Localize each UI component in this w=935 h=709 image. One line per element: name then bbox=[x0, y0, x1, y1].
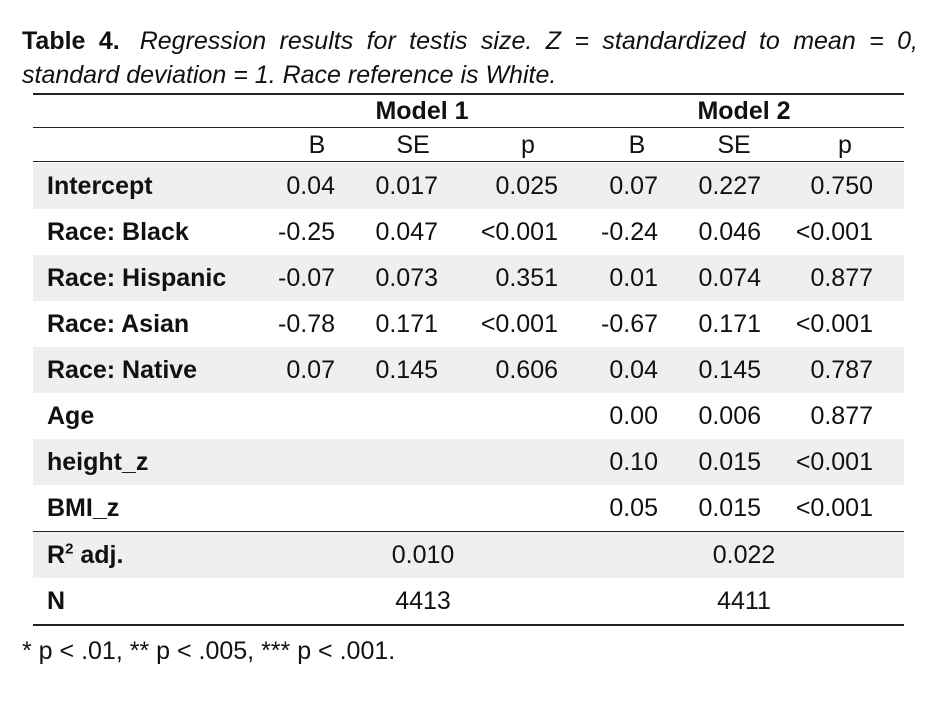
cell-se-model2: 0.046 bbox=[698, 218, 761, 246]
cell-p-model2: <0.001 bbox=[795, 494, 873, 522]
row-label-r2 bbox=[47, 532, 123, 578]
cell-se-model1: 0.047 bbox=[375, 218, 438, 246]
cell-se-model2: 0.227 bbox=[698, 172, 761, 200]
table-row bbox=[33, 209, 904, 255]
cell-p-model1: <0.001 bbox=[480, 218, 558, 246]
row-label: Age bbox=[47, 402, 95, 430]
cell-se-model1: 0.073 bbox=[375, 264, 438, 292]
row-label: Race: Hispanic bbox=[47, 264, 227, 292]
table-row bbox=[33, 393, 904, 439]
table-bottom-rule bbox=[33, 624, 904, 626]
summary-model2-value: 0.022 bbox=[712, 541, 776, 569]
cell-p-model2: 0.877 bbox=[810, 264, 873, 292]
model2-header: Model 2 bbox=[697, 97, 791, 125]
cell-se-model2: 0.074 bbox=[698, 264, 761, 292]
table-row bbox=[33, 163, 904, 209]
col-header-b-model1: B bbox=[308, 131, 326, 159]
table-row bbox=[33, 255, 904, 301]
cell-b-model2: -0.24 bbox=[601, 218, 658, 246]
table-row bbox=[33, 347, 904, 393]
cell-p-model1: 0.606 bbox=[495, 356, 558, 384]
cell-se-model2: 0.015 bbox=[698, 494, 761, 522]
table-top-rule bbox=[33, 93, 904, 95]
r2-label-main: R bbox=[47, 541, 66, 569]
table-label: Table 4. bbox=[22, 27, 120, 55]
cell-se-model2: 0.145 bbox=[698, 356, 761, 384]
cell-b-model2: 0.04 bbox=[609, 356, 658, 384]
summary-row bbox=[33, 532, 904, 578]
table-row bbox=[33, 301, 904, 347]
col-header-se-model2: SE bbox=[717, 131, 751, 159]
caption-text: Regression results for testis size. Z = standardized to mean = 0, standard deviation = 1. Race reference is White. bbox=[22, 27, 918, 89]
summary-row bbox=[33, 578, 904, 624]
cell-p-model2: <0.001 bbox=[795, 448, 873, 476]
model-header-rule bbox=[33, 127, 904, 128]
summary-model1-value: 4413 bbox=[395, 587, 451, 615]
summary-model1-value: 0.010 bbox=[391, 541, 455, 569]
cell-se-model2: 0.006 bbox=[698, 402, 761, 430]
row-label: Race: Black bbox=[47, 218, 189, 246]
cell-b-model2: -0.67 bbox=[601, 310, 658, 338]
table-footnote: * p < .01, ** p < .005, *** p < .001. bbox=[22, 637, 396, 665]
row-label: BMI_z bbox=[47, 494, 120, 522]
cell-se-model2: 0.015 bbox=[698, 448, 761, 476]
cell-p-model1: 0.351 bbox=[495, 264, 558, 292]
cell-b-model2: 0.10 bbox=[609, 448, 658, 476]
row-label: Intercept bbox=[47, 172, 153, 200]
r2-label-rest: adj. bbox=[73, 541, 124, 569]
model1-header: Model 1 bbox=[375, 97, 469, 125]
cell-b-model1: 0.04 bbox=[286, 172, 335, 200]
cell-b-model2: 0.07 bbox=[609, 172, 658, 200]
cell-b-model1: -0.07 bbox=[278, 264, 335, 292]
cell-p-model2: 0.750 bbox=[810, 172, 873, 200]
cell-b-model2: 0.05 bbox=[609, 494, 658, 522]
cell-se-model1: 0.145 bbox=[375, 356, 438, 384]
header-bottom-rule bbox=[33, 161, 904, 162]
row-label: height_z bbox=[47, 448, 149, 476]
cell-p-model2: 0.787 bbox=[810, 356, 873, 384]
row-label: Race: Asian bbox=[47, 310, 190, 338]
cell-se-model1: 0.171 bbox=[375, 310, 438, 338]
cell-b-model2: 0.00 bbox=[609, 402, 658, 430]
cell-se-model1: 0.017 bbox=[375, 172, 438, 200]
cell-p-model2: <0.001 bbox=[795, 218, 873, 246]
col-header-b-model2: B bbox=[628, 131, 646, 159]
table-row bbox=[33, 485, 904, 531]
summary-model2-value: 4411 bbox=[717, 587, 771, 615]
cell-p-model1: <0.001 bbox=[480, 310, 558, 338]
cell-b-model1: -0.78 bbox=[278, 310, 335, 338]
cell-se-model2: 0.171 bbox=[698, 310, 761, 338]
row-label: Race: Native bbox=[47, 356, 198, 384]
cell-p-model2: <0.001 bbox=[795, 310, 873, 338]
table-row bbox=[33, 439, 904, 485]
r2-label-superscript: 2 bbox=[65, 540, 74, 558]
col-header-se-model1: SE bbox=[396, 131, 430, 159]
cell-b-model2: 0.01 bbox=[609, 264, 658, 292]
cell-b-model1: 0.07 bbox=[286, 356, 335, 384]
cell-p-model1: 0.025 bbox=[495, 172, 558, 200]
row-label-n: N bbox=[47, 587, 66, 615]
table-caption bbox=[22, 24, 918, 92]
cell-b-model1: -0.25 bbox=[278, 218, 335, 246]
col-header-p-model1: p bbox=[521, 131, 535, 159]
col-header-p-model2: p bbox=[838, 131, 852, 159]
cell-p-model2: 0.877 bbox=[810, 402, 873, 430]
